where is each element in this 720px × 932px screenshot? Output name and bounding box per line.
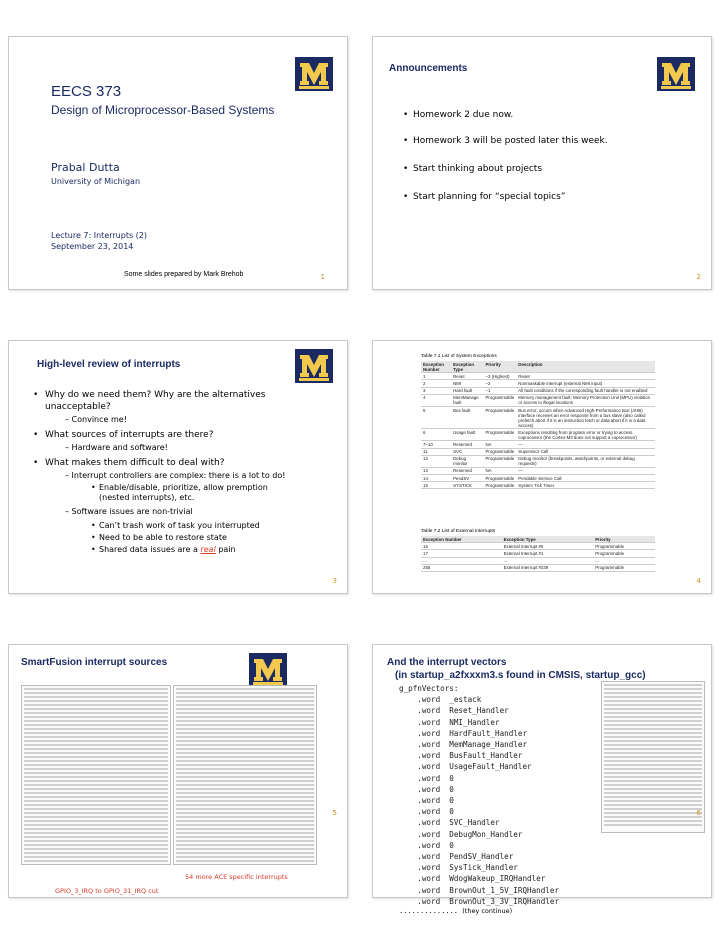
table-line [604, 808, 702, 810]
table-cell: Programmable [485, 475, 515, 481]
table-line [24, 796, 168, 798]
sub-sub-bullet: • Enable/disable, prioritize, allow premption (nested interrupts), etc. [91, 483, 268, 502]
sub-bullet: – Software issues are non-trivial [65, 507, 193, 516]
code-line: .word HardFault_Handler [399, 728, 528, 738]
table-line [24, 856, 168, 858]
table-row [421, 429, 655, 441]
code-line: .word _estack [399, 695, 482, 705]
table-line [24, 704, 168, 706]
slide-1 [8, 36, 348, 290]
table-cell: Reserved [453, 468, 472, 474]
interrupt-table-left [21, 685, 171, 865]
table-cell: Pendable Service Call [518, 475, 562, 481]
table-row [421, 543, 655, 550]
slide-subtitle: (in startup_a2fxxxm3.s found in CMSIS, startup_gcc) [395, 670, 646, 681]
table-cell: System Tick Timer [518, 482, 555, 488]
code-line: .word WdogWakeup_IRQHandler [399, 874, 546, 884]
table-cell: Memory management fault; Memory Protection Unit (MPU) violation or access to illegal locations [518, 395, 651, 406]
slide-5 [8, 644, 348, 898]
slide-3 [8, 340, 348, 594]
table-line [176, 844, 314, 846]
table-line [176, 852, 314, 854]
code-line: .word 0 [399, 840, 454, 850]
table-line [176, 704, 314, 706]
table-cell: Programmable [485, 482, 515, 488]
table-line [24, 728, 168, 730]
table-line [24, 788, 168, 790]
table-line [176, 740, 314, 742]
table-line [24, 724, 168, 726]
table-line [604, 792, 702, 794]
table-cell: Exceptions resulting from program error or trying to access coprocessor (the Cortex-M3 does not support a coprocessor) [518, 429, 637, 440]
system-exceptions-table [421, 354, 655, 489]
table-line [24, 804, 168, 806]
table-cell: Bus error; occurs when Advanced High-Performance Bus (AHB) interface receives an error response from a bus slave (also called prefetch abort if it is an instruction fetch or data abort if it is a data access) [518, 407, 646, 428]
table-cell: Programmable [595, 550, 625, 556]
page-number: 4 [696, 577, 701, 585]
slide-title: Announcements [389, 63, 468, 74]
table-line [176, 812, 314, 814]
table-line [604, 700, 702, 702]
michigan-logo [295, 57, 333, 91]
table-line [176, 724, 314, 726]
table-line [604, 720, 702, 722]
table-line [604, 716, 702, 718]
table-line [24, 808, 168, 810]
table-line [24, 764, 168, 766]
announcement-item: • Homework 3 will be posted later this week. [403, 136, 608, 146]
table-row [421, 441, 655, 448]
table-cell: Reserved [453, 441, 472, 447]
bullet: • What makes them difficult to deal with? [33, 458, 225, 468]
table-line [176, 728, 314, 730]
table-line [176, 784, 314, 786]
table-row [421, 482, 655, 489]
table-header: Exception Type [451, 361, 483, 373]
table-cell: Programmable [485, 429, 515, 435]
table-line [24, 828, 168, 830]
table-cell: –2 [485, 380, 491, 386]
table-line [604, 812, 702, 814]
table-cell: Programmable [595, 543, 625, 549]
table-line [176, 800, 314, 802]
table-line [604, 764, 702, 766]
table-row [421, 455, 655, 467]
table-line [24, 712, 168, 714]
table-line [24, 816, 168, 818]
code-line: g_pfnVectors: [399, 684, 459, 693]
table-line [176, 824, 314, 826]
sub-sub-bullet: • Shared data issues are a real pain [91, 545, 236, 554]
table-line [604, 752, 702, 754]
code-line: .word SysTick_Handler [399, 863, 518, 873]
table-cell: 255 [423, 565, 431, 571]
table-line [176, 828, 314, 830]
table-line [24, 852, 168, 854]
table-row [421, 550, 655, 557]
bullet: • What sources of interrupts are there? [33, 430, 214, 440]
table-line [176, 848, 314, 850]
page-number: 1 [320, 273, 325, 281]
table-line [176, 772, 314, 774]
table-line [604, 712, 702, 714]
table-line [24, 740, 168, 742]
table-line [604, 688, 702, 690]
code-line: .word PendSV_Handler [399, 852, 514, 862]
table-line [604, 748, 702, 750]
table-line [604, 824, 702, 826]
interrupt-table-right [173, 685, 317, 865]
code-line: .word BusFault_Handler [399, 751, 523, 761]
page-number: 3 [332, 577, 337, 585]
slide-2 [372, 36, 712, 290]
table-line [604, 692, 702, 694]
table-line [176, 760, 314, 762]
table-row [421, 387, 655, 394]
table-line [24, 844, 168, 846]
table-cell: Reset [518, 373, 530, 379]
table-line [176, 792, 314, 794]
code-line: .word NMI_Handler [399, 717, 500, 727]
table-line [176, 692, 314, 694]
table-line [604, 800, 702, 802]
lecture-label: Lecture 7: Interrupts (2) [51, 231, 148, 240]
slide-6 [372, 644, 712, 915]
table-cell: Programmable [485, 449, 515, 455]
table-cell: External Interrupt #1 [503, 550, 544, 556]
table-line [176, 820, 314, 822]
code-line: .word SVC_Handler [399, 818, 500, 828]
table-cell: Usage fault [453, 429, 476, 435]
table-cell: Bus fault [453, 407, 471, 413]
table-cell: 14 [423, 475, 428, 481]
table-row [421, 475, 655, 482]
table-line [176, 748, 314, 750]
table-line [176, 744, 314, 746]
table-cell: Programmable [485, 395, 515, 401]
table-line [604, 744, 702, 746]
table-row [421, 557, 655, 564]
table-line [176, 776, 314, 778]
table-cell: Programmable [595, 565, 625, 571]
table-row [421, 380, 655, 387]
author-name: Prabal Dutta [51, 161, 120, 174]
table-line [604, 740, 702, 742]
credit-note: Some slides prepared by Mark Brehob [124, 271, 244, 278]
table-cell: –3 (Highest) [485, 373, 510, 379]
table-line [24, 752, 168, 754]
page-title: EECS 373 [51, 83, 122, 100]
table-line [24, 772, 168, 774]
code-line: .word BrownOut_1_5V_IRQHandler [399, 885, 560, 895]
table-line [24, 820, 168, 822]
table-header: Description [516, 361, 655, 373]
table-line [24, 768, 168, 770]
sub-bullet: – Convince me! [65, 415, 127, 424]
table-line [176, 856, 314, 858]
table-cell: 2 [423, 380, 426, 386]
table-line [604, 724, 702, 726]
table-row [421, 448, 655, 455]
table [421, 361, 655, 489]
sub-sub-bullet: • Can’t trash work of task you interrupted [91, 521, 260, 530]
table-row [421, 564, 655, 571]
table-cell: Debug monitor (breakpoints, watchpoints, or external debug requests) [518, 456, 635, 467]
table-line [176, 804, 314, 806]
table-line [24, 736, 168, 738]
table-line [604, 736, 702, 738]
table-cell: Hard fault [453, 388, 473, 394]
table-line [24, 776, 168, 778]
table-line [24, 748, 168, 750]
table-line [24, 696, 168, 698]
table-line [24, 800, 168, 802]
table-line [604, 732, 702, 734]
table-line [24, 760, 168, 762]
table-line [604, 788, 702, 790]
table-cell: SYSTICK [453, 482, 472, 488]
michigan-logo [249, 653, 287, 687]
table-cell: 16 [423, 543, 428, 549]
table-cell: 3 [423, 388, 426, 394]
exception-table-thumbnail [601, 681, 705, 833]
code-line: .word 0 [399, 796, 454, 806]
code-line: .word 0 [399, 784, 454, 794]
table-cell: Programmable [485, 456, 515, 462]
table-line [24, 700, 168, 702]
page-number: 6 [696, 809, 701, 817]
table-header: Priority [593, 536, 655, 543]
table-cell: NMI [453, 380, 462, 386]
table-cell: External Interrupt #239 [503, 565, 549, 571]
table-cell: NA [485, 468, 492, 474]
table-cell: 12 [423, 456, 428, 462]
table-line [176, 796, 314, 798]
table-line [176, 688, 314, 690]
table-cell: Reset [453, 373, 465, 379]
table-line [176, 860, 314, 862]
table-line [24, 720, 168, 722]
table-line [604, 804, 702, 806]
table-line [604, 756, 702, 758]
table-line [24, 792, 168, 794]
announcement-item: • Start planning for “special topics” [403, 192, 566, 202]
table-line [604, 684, 702, 686]
table-line [176, 768, 314, 770]
table-cell: All fault conditions if the corresponding fault handler is not enabled [518, 388, 648, 394]
announcement-item: • Homework 2 due now. [403, 110, 514, 120]
gpio-cut-note: GPIO_3_IRQ to GPIO_31_IRQ cut [55, 887, 159, 895]
sub-bullet: – Interrupt controllers are complex: there is a lot to do! [65, 471, 286, 480]
vector-table-code [399, 683, 559, 907]
table-line [604, 820, 702, 822]
page-number: 5 [332, 809, 337, 817]
table-line [24, 824, 168, 826]
table-line [24, 780, 168, 782]
table-cell: NA [485, 441, 492, 447]
bullet: • Why do we need them? Why are the alternatives unacceptable? [33, 390, 266, 412]
table-cell: — [518, 468, 523, 474]
table-header: Exception Number [421, 536, 502, 543]
table-line [604, 780, 702, 782]
table-cell: ... [423, 558, 427, 564]
table-cell: Programmable [485, 407, 515, 413]
table-cell: ... [503, 558, 508, 564]
table-line [604, 768, 702, 770]
lecture-date: September 23, 2014 [51, 242, 134, 251]
table-cell: 11 [423, 449, 428, 455]
table-cell: –1 [485, 388, 491, 394]
code-line: .word 0 [399, 807, 454, 817]
table-line [24, 732, 168, 734]
table-line [176, 780, 314, 782]
table-row [421, 467, 655, 474]
table-cell: 7–10 [423, 441, 433, 447]
table [421, 536, 655, 572]
slide-title: High-level review of interrupts [37, 359, 181, 370]
table-cell: 6 [423, 429, 426, 435]
table-cell: PendSV [453, 475, 470, 481]
table-line [24, 688, 168, 690]
code-line: .word BrownOut_3_3V_IRQHandler [399, 896, 560, 906]
table-line [24, 716, 168, 718]
code-line: .word MemManage_Handler [399, 740, 528, 750]
table-row [421, 394, 655, 406]
table-cell: Supervisor Call [518, 449, 549, 455]
table-line [176, 720, 314, 722]
sub-sub-bullet: • Need to be able to restore state [91, 533, 227, 542]
table-line [604, 696, 702, 698]
table-line [604, 708, 702, 710]
code-line: .word UsageFault_Handler [399, 762, 532, 772]
table-line [604, 772, 702, 774]
table-line [604, 784, 702, 786]
table-line [176, 752, 314, 754]
slide-title: SmartFusion interrupt sources [21, 657, 168, 668]
table-line [24, 860, 168, 862]
table-cell: Debug monitor [453, 456, 468, 467]
table-line [176, 808, 314, 810]
table-line [604, 704, 702, 706]
table-line [604, 816, 702, 818]
table-cell: — [518, 441, 523, 447]
table-line [176, 788, 314, 790]
table-line [176, 816, 314, 818]
table-header: Priority [484, 361, 517, 373]
table-cell: SVC [453, 449, 463, 455]
table-cell: 4 [423, 395, 426, 401]
table-line [176, 736, 314, 738]
announcement-item: • Start thinking about projects [403, 164, 543, 174]
table-row [421, 373, 655, 380]
table-cell: 1 [423, 373, 426, 379]
table-line [176, 716, 314, 718]
table-line [176, 836, 314, 838]
table-line [176, 764, 314, 766]
table-line [604, 728, 702, 730]
table-line [176, 756, 314, 758]
affiliation: University of Michigan [51, 177, 141, 186]
table-cell: MemManage fault [453, 395, 479, 406]
code-line: .word Reset_Handler [399, 706, 509, 716]
table-header: Exception Number [421, 361, 451, 373]
table-line [24, 784, 168, 786]
michigan-logo [295, 349, 333, 383]
table-line [24, 708, 168, 710]
table-line [24, 832, 168, 834]
table-line [176, 700, 314, 702]
table-line [604, 796, 702, 798]
ace-interrupts-note: 54 more ACE specific interrupts [185, 873, 288, 881]
table-cell: 5 [423, 407, 426, 413]
page-number: 2 [696, 273, 701, 281]
table-cell: External Interrupt #0 [503, 543, 544, 549]
table-cell: 13 [423, 468, 428, 474]
table-line [176, 696, 314, 698]
table-line [604, 760, 702, 762]
table-row [421, 406, 655, 428]
code-line: .word DebugMon_Handler [399, 829, 523, 839]
table-line [24, 744, 168, 746]
table-cell: ... [595, 558, 599, 564]
table-line [24, 812, 168, 814]
table-line [604, 776, 702, 778]
code-ellipsis: .............. (they continue) [399, 907, 513, 915]
table-caption: Table 7.1 List of System Exceptions [421, 354, 497, 359]
table-cell: 15 [423, 482, 428, 488]
table-header: Exception Type [502, 536, 594, 543]
sub-bullet: – Hardware and software! [65, 443, 168, 452]
table-line [24, 692, 168, 694]
table-line [176, 840, 314, 842]
table-cell: Nonmaskable interrupt (external NMI input) [518, 380, 603, 386]
michigan-logo [657, 57, 695, 91]
table-line [176, 832, 314, 834]
slide-title: And the interrupt vectors [387, 657, 507, 668]
table-line [24, 840, 168, 842]
table-caption: Table 7.2 List of External Interrupts [421, 529, 496, 534]
external-interrupts-table [421, 529, 655, 572]
course-subtitle: Design of Microprocessor-Based Systems [51, 103, 275, 117]
table-line [24, 836, 168, 838]
code-line: .word 0 [399, 773, 454, 783]
table-line [24, 848, 168, 850]
table-cell: 17 [423, 550, 428, 556]
table-line [24, 756, 168, 758]
slide-4 [372, 340, 712, 594]
table-line [176, 708, 314, 710]
table-line [176, 712, 314, 714]
table-line [176, 732, 314, 734]
